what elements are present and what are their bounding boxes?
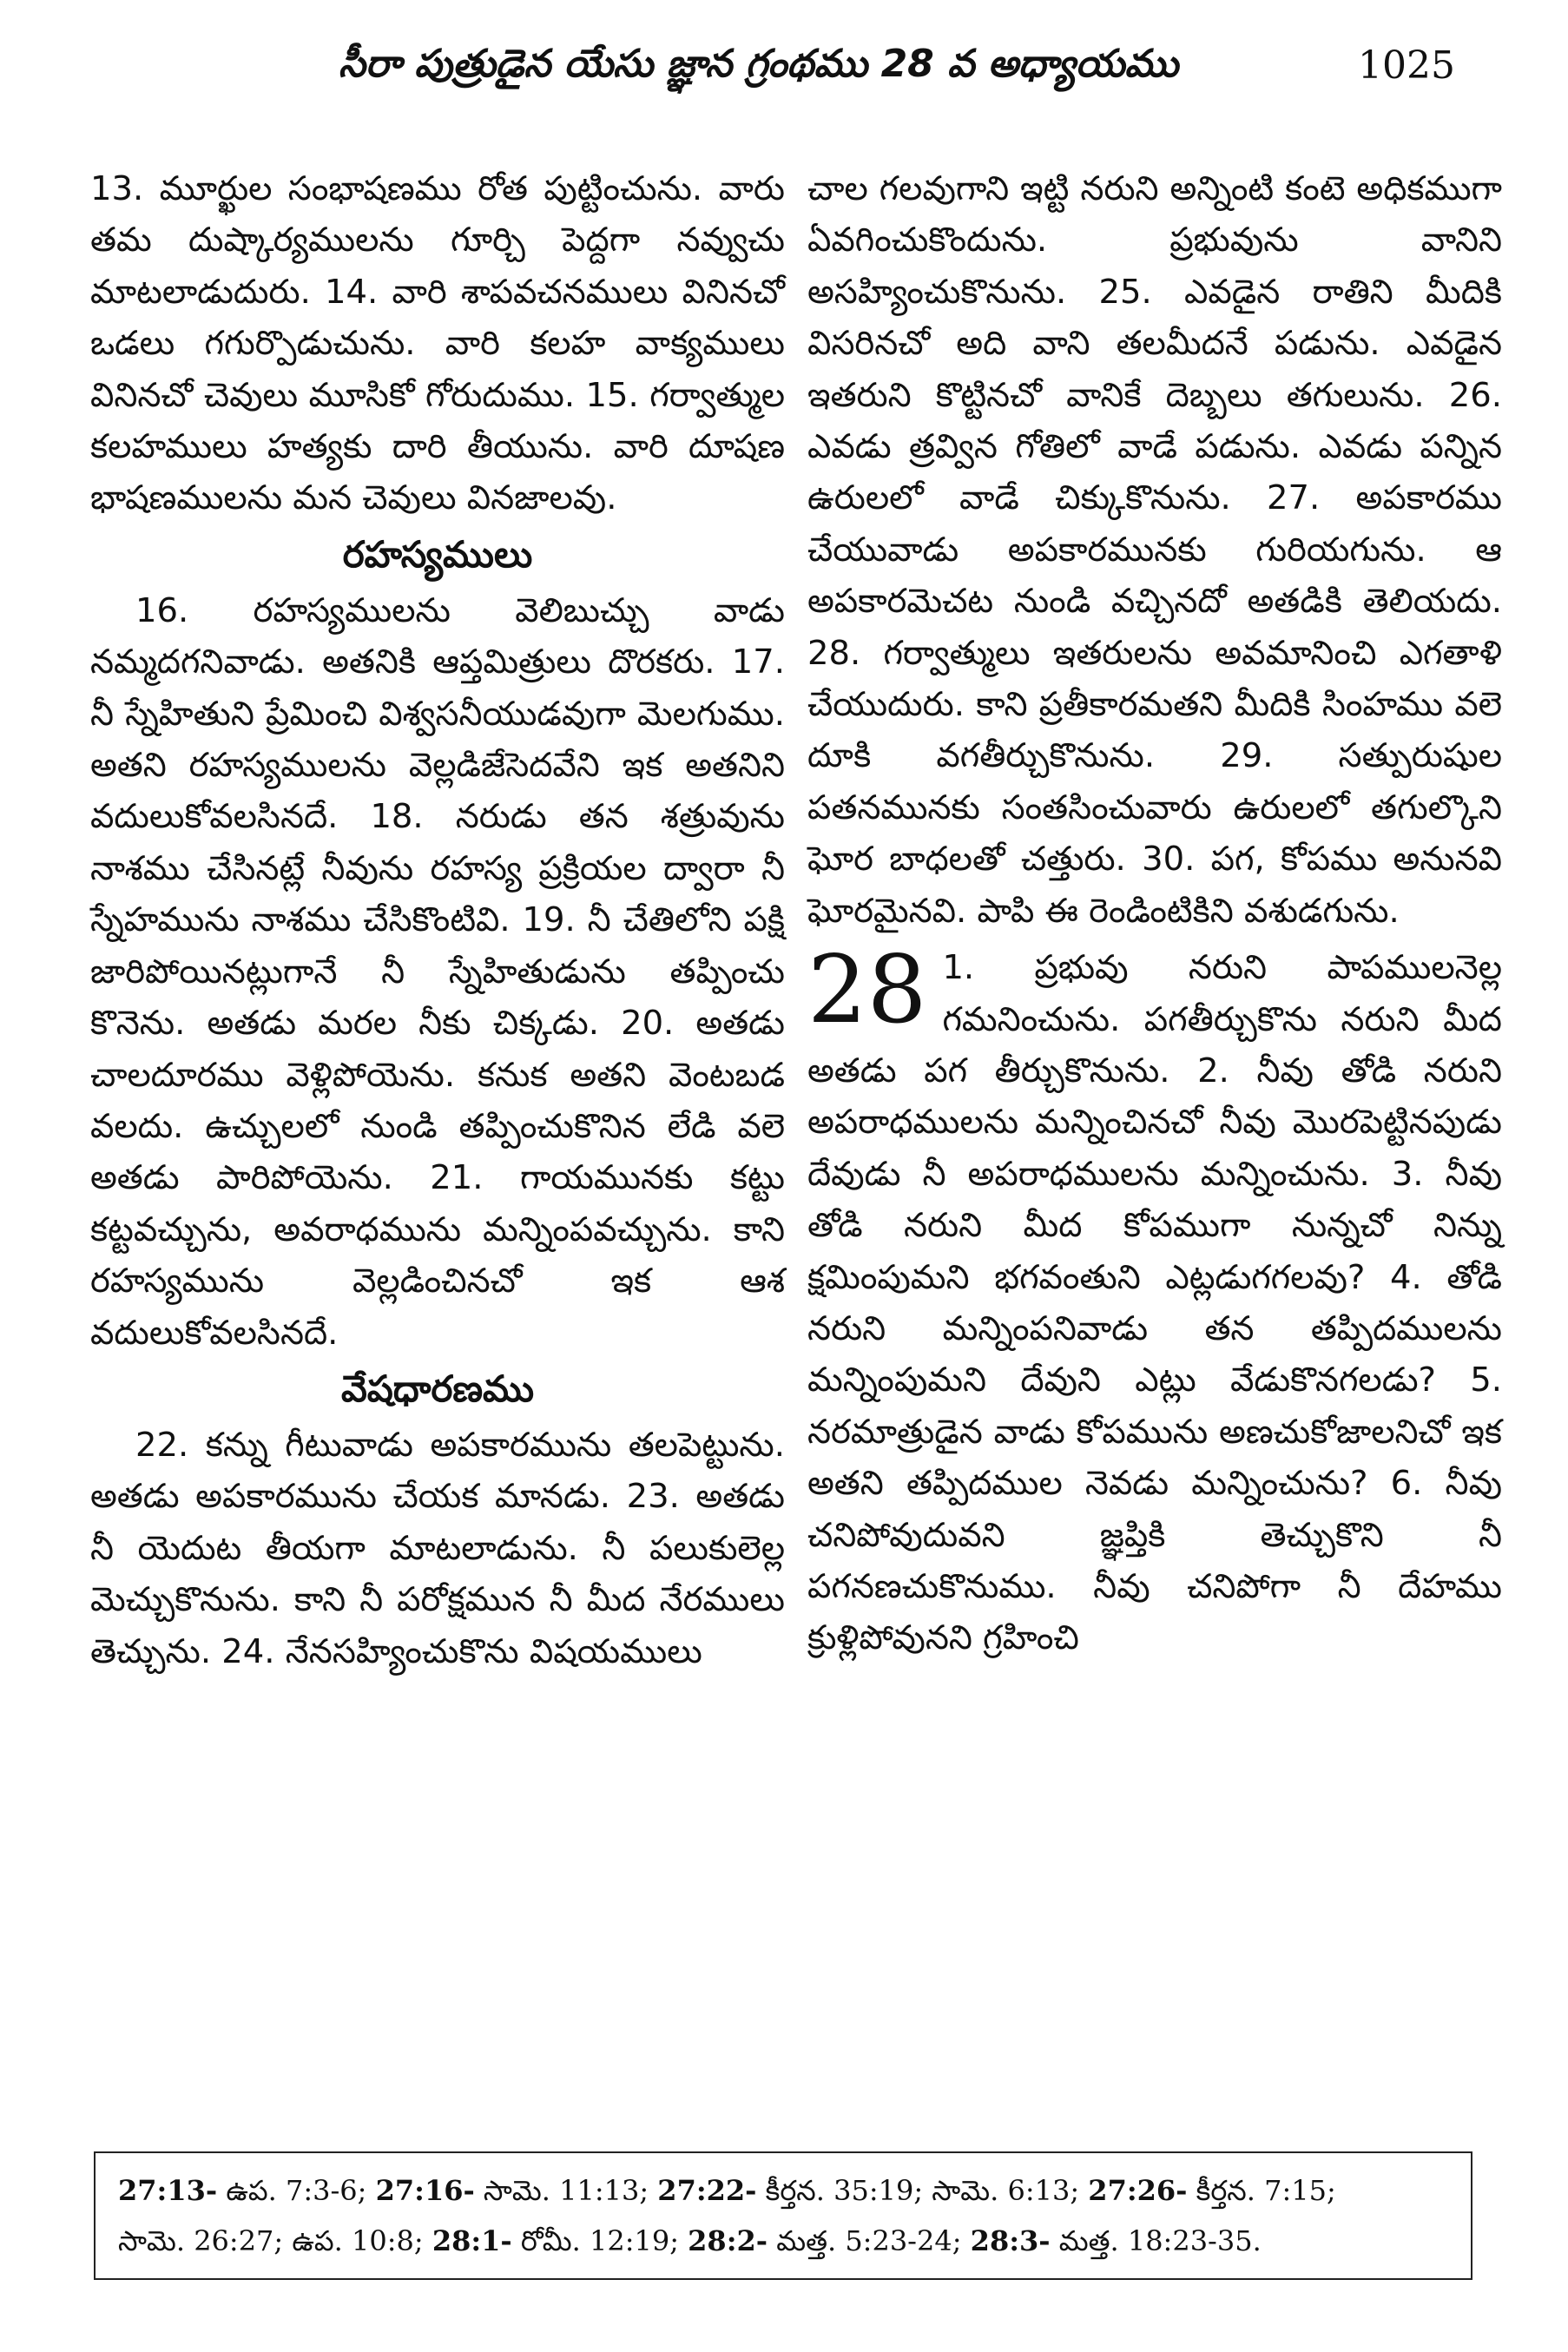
ref-text: రోమీ. 12:19;: [511, 2224, 688, 2257]
right-column: [807, 163, 1502, 1664]
ref-label: 27:26-: [1088, 2174, 1188, 2207]
paragraph-verses-24-30: చాల గలవుగాని ఇట్టి నరుని అన్నింటి కంటె అధికముగా ఏవగించుకొందును. ప్రభువును వానిని అసహ్యించుకొనును. 25. ఎవడైన రాతిని మీదికి విసరినచో అది వాని తలమీదనే పడును. ఎవడైన ఇతరుని కొట్టినచో వానికే దెబ్బలు తగులును. 26. ఎవడు త్రవ్విన గోతిలో వాడే పడును. ఎవడు పన్నిన ఉరులలో వాడే చిక్కుకొనును. 27. అపకారము చేయువాడు అపకారమునకు గురియగును. ఆ అపకారమెచట నుండి వచ్చినదో అతడికి తెలియదు. 28. గర్వాత్ములు ఇతరులను అవమానించి ఎగతాళి చేయుదురు. కాని ప్రతీకారమతని మీదికి సింహము వలె దూకి వగతీర్చుకొనును. 29. సత్పురుషుల పతనమునకు సంతసించువారు ఉరులలో తగుల్కొని ఘోర బాధలతో చత్తురు. 30. పగ, కోపము అనునవి ఘోరమైనవి. పాపి ఈ రెండింటికిని వశుడగును.: [807, 169, 1502, 931]
reference-line-1: [118, 2165, 1448, 2216]
ref-label: 28:3-: [970, 2224, 1051, 2257]
ref-text: సామె. 26:27; ఉప. 10:8;: [118, 2224, 432, 2257]
paragraph-verses-22-24: 22. కన్ను గీటువాడు అపకారమును తలపెట్టును. అతడు అపకారమును చేయక మానడు. 23. అతడు నీ యెదుట తీయగా మాటలాడును. నీ పలుకులెల్ల మెచ్చుకొనును. కాని నీ పరోక్షమున నీ మీద నేరములు తెచ్చును. 24. నేనసహ్యించుకొను విషయములు: [90, 1425, 785, 1671]
page-header: [0, 42, 1568, 111]
ref-text: మత్త. 18:23-35.: [1050, 2224, 1262, 2257]
paragraph-verses-13-15: 13. మూర్ఖుల సంభాషణము రోత పుట్టించును. వారు తమ దుష్కార్యములను గూర్చి పెద్దగా నవ్వుచు మాటలాడుదురు. 14. వారి శాపవచనములు వినినచో ఒడలు గగుర్పొడుచును. వారి కలహ వాక్యములు వినినచో చెవులు మూసికో గోరుదుము. 15. గర్వాత్ముల కలహములు హత్యకు దారి తీయును. వారి దూషణ భాషణములను మన చెవులు వినజాలవు.: [90, 169, 785, 518]
ref-text: కీర్తన. 7:15;: [1187, 2174, 1336, 2207]
section-heading-hypocrisy: వేషధారణము: [340, 1367, 535, 1410]
ref-text: ఉప. 7:3-6;: [217, 2174, 376, 2207]
left-column: [90, 163, 785, 1677]
running-title: సీరా పుత్రుడైన యేసు జ్ఞాన గ్రంథము 28 వ అధ్యాయము: [339, 42, 1179, 86]
ref-label: 27:16-: [375, 2174, 475, 2207]
section-heading-secrets: రహస్యములు: [342, 532, 533, 576]
ref-label: 27:13-: [118, 2174, 218, 2207]
cross-references-box: [94, 2151, 1472, 2280]
reference-line-2: [118, 2216, 1448, 2266]
chapter-28-block: [807, 936, 1502, 1664]
ref-text: సామె. 11:13;: [474, 2174, 658, 2207]
ref-label: 28:2-: [688, 2224, 768, 2257]
ref-label: 27:22-: [657, 2174, 757, 2207]
page-number: 1025: [1358, 43, 1455, 88]
paragraph-chapter-28-verses-1-6: 1. ప్రభువు నరుని పాపములనెల్ల గమనించును. పగతీర్చుకొను నరుని మీద అతడు పగ తీర్చుకొనును. 2. నీవు తోడి నరుని అపరాధములను మన్నించినచో నీవు మొరపెట్టినపుడు దేవుడు నీ అపరాధములను మన్నించును. 3. నీవు తోడి నరుని మీద కోపముగా నున్నచో నిన్ను క్షమింపుమని భగవంతుని ఎట్లడుగగలవు? 4. తోడి నరుని మన్నింపనివాడు తన తప్పిదములను మన్నింపుమని దేవుని ఎట్లు వేడుకొనగలడు? 5. నరమాత్రుడైన వాడు కోపమును అణచుకోజాలనిచో ఇక అతని తప్పిదముల నెవడు మన్నించును? 6. నీవు చనిపోవుదువని జ్ఞప్తికి తెచ్చుకొని నీ పగనణచుకొనుము. నీవు చనిపోగా నీ దేహము క్రుళ్లిపోవునని గ్రహించి: [807, 948, 1502, 1658]
chapter-number: 28: [807, 936, 927, 1045]
ref-label: 28:1-: [432, 2224, 512, 2257]
ref-text: కీర్తన. 35:19; సామె. 6:13;: [756, 2174, 1089, 2207]
paragraph-verses-16-21: 16. రహస్యములను వెలిబుచ్చు వాడు నమ్మదగనివాడు. అతనికి ఆప్తమిత్రులు దొరకరు. 17. నీ స్నేహితుని ప్రేమించి విశ్వసనీయుడవుగా మెలగుము. అతని రహస్యములను వెల్లడిజేసెదవేని ఇక అతనిని వదులుకోవలసినదే. 18. నరుడు తన శత్రువును నాశము చేసినట్లే నీవును రహస్య ప్రక్రియల ద్వారా నీ స్నేహమును నాశము చేసికొంటివి. 19. నీ చేతిలోని పక్షి జారిపోయినట్లుగానే నీ స్నేహితుడును తప్పించు కొనెను. అతడు మరల నీకు చిక్కడు. 20. అతడు చాలదూరము వెళ్లిపోయెను. కనుక అతని వెంటబడ వలదు. ఉచ్చులలో నుండి తప్పించుకొనిన లేడి వలె అతడు పారిపోయెను. 21. గాయమునకు కట్టు కట్టవచ్చును, అవరాధమును మన్నింపవచ్చును. కాని రహస్యమును వెల్లడించినచో ఇక ఆశ వదులుకోవలసినదే.: [90, 590, 785, 1353]
ref-text: మత్త. 5:23-24;: [768, 2224, 971, 2257]
